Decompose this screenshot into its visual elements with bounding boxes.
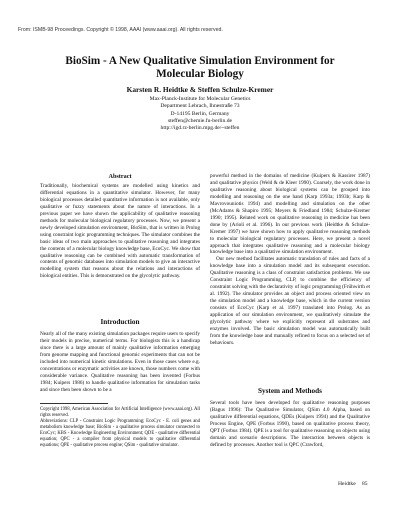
footnote-abbreviations: Abbreviations: CLP - Constraint Logic Programming; EcoCyc - E. coli genes and metabolism knowledge base; BioSim - a qualitative process simulator connected to EcoCyc; KBS - Knowledge Engineering Environment; QDE - qualitative differential equation; QPC - a compiler from physical models to qualitative differential equations; QPE - qualitative process engine; QSim - qualitative simulator.: [40, 419, 200, 448]
system-methods-heading: System and Methods: [258, 387, 322, 395]
footnote-rule: [40, 403, 108, 404]
header-note: From: ISMB-98 Proceedings. Copyright © 1998, AAAI (www.aaai.org). All rights reserved.: [18, 27, 223, 33]
method-overview-paragraph: Our new method facilitates automatic translation of rules and facts of a knowledge base into a simulation model and its subsequent execution. Qualitative reasoning is a class of constraint satisfaction problems. We use Constraint Logic Programming, CLP, to combine the efficiency of constraint solving with the declarativity of logic programming (Frühwirth et al. 1992). The simulator provides an object and process oriented view on the simulation model and a knowledge base, which in the current version consists of EcoCyc (Karp et al. 1997) translated into Prolog. As an application of our simulation environment, we qualitatively simulate the glycolytic pathway where we explicitly represent all substrates and enzymes involved. The basic simulation model was automatically built from the knowledge base and manually refined to focus on a selected set of behaviours.: [210, 256, 370, 346]
authors: Karsten R. Heidtke & Steffen Schulze-Kremer: [126, 85, 274, 94]
system-methods-paragraph: Several tools have been developed for qualitative reasoning purposes (Bagus 1996): The Qualitative Simulator, QSim 4.0 Alpha, based on qualitative differential equations, QDEs (Kuipers 1994) and the Qualitative Process Engine, QPE (Forbus 1990), based on qualitative process theory, QPT (Forbus 1984). QPE is a tool for qualitative reasoning on objects using domain and scenario descriptions. The interaction between objects is defined by processes. Another tool is QPC (Crawford,: [210, 400, 370, 448]
title-line-1: BioSim - A New Qualitative Simulation Environment for: [65, 55, 335, 67]
footnote-copyright: Copyright 1998, American Association for Artificial Intelligence (www.aaai.org). All rights reserved.: [40, 407, 200, 418]
paper-title: [0, 55, 400, 81]
abstract-body: [40, 183, 200, 280]
affiliation-email: steffen@chemie.fu-berlin.de: [167, 117, 233, 124]
right-column-body: [210, 173, 370, 347]
affiliation-department: Department Lehrach, Ihnestraße 73: [160, 103, 240, 110]
introduction-body: [40, 331, 200, 394]
affiliation: [0, 96, 400, 132]
affiliation-city: D-14195 Berlin, Germany: [170, 110, 230, 117]
footnotes: [40, 407, 200, 449]
abstract-paragraph: Traditionally, biochemical systems are modelled using kinetics and differential equations in a quantitative simulator. However, for many biological processes detailed quantitative information is not available, only qualitative or fuzzy statements about the nature of interactions. In a previous paper we have shown the applicability of qualitative reasoning methods for molecular biological regulatory processes. Now, we present a newly developed simulation environment, BioSim, that is written in Prolog using constraint logic programming techniques. The simulator combines the basic ideas of two main approaches to qualitative reasoning and integrates the contents of a molecular biology knowledge base, EcoCyc. We show that qualitative reasoning can be combined with automatic transformation of contents of genomic databases into simulation models to give an interactive modelling system that reasons about the relations and interactions of biological entities. This is demonstrated on the glycolytic pathway.: [40, 183, 200, 280]
introduction-paragraph: Nearly all of the many existing simulation packages require users to specify their models in precise, numerical terms. For biologists this is a handicap since there is a large amount of mainly qualitative information emerging from genome mapping and functional genomic experiments that can not be included into numerical kinetic simulations. Even in those cases where e.g. concentrations or enzymatic activities are known, those numbers come with considerable variance. Qualitative reasoning has been invented (Forbus 1984; Kuipers 1986) to handle qualitative information for simulation tasks and since then been shown to be a: [40, 331, 200, 393]
affiliation-institute: Max-Planck-Institute for Molecular Genetics: [149, 96, 251, 102]
related-work-paragraph: powerful method in the domains of medicine (Kuipers & Kassirer 1987) and qualitative physics (Weld & de Kleer 1990). Coarsely, the work done in qualitative reasoning about biological systems can be grouped into modelling and reasoning on the one hand (Karp 1993a; 1993b; Karp & Mavrovouniotis 1994) and modelling and simulation on the other (McAdams & Shapiro 1995; Meyers & Friedland 1984; Schulze-Kremer 1990; 1995). Related work on qualitative reasoning in medicine has been done by (Arioli et al. 1996). In our previous work (Heidtke & Schulze-Kremer 1997) we have shown how to apply qualitative reasoning methods to molecular biological regulatory processes. Here, we present a novel approach that integrates qualitative reasoning and a molecular biology knowledge base into a qualitative simulation environment.: [210, 173, 370, 256]
abstract-heading: Abstract: [108, 173, 132, 180]
affiliation-url: http://igd.rz-berlin.mpg.de/~steffen: [160, 125, 240, 132]
title-line-2: Molecular Biology: [156, 68, 244, 80]
page-footer-author: Heidtke: [338, 481, 356, 487]
introduction-heading: Introduction: [100, 318, 140, 326]
system-methods-body: [210, 400, 370, 449]
page-number: 85: [362, 481, 368, 487]
